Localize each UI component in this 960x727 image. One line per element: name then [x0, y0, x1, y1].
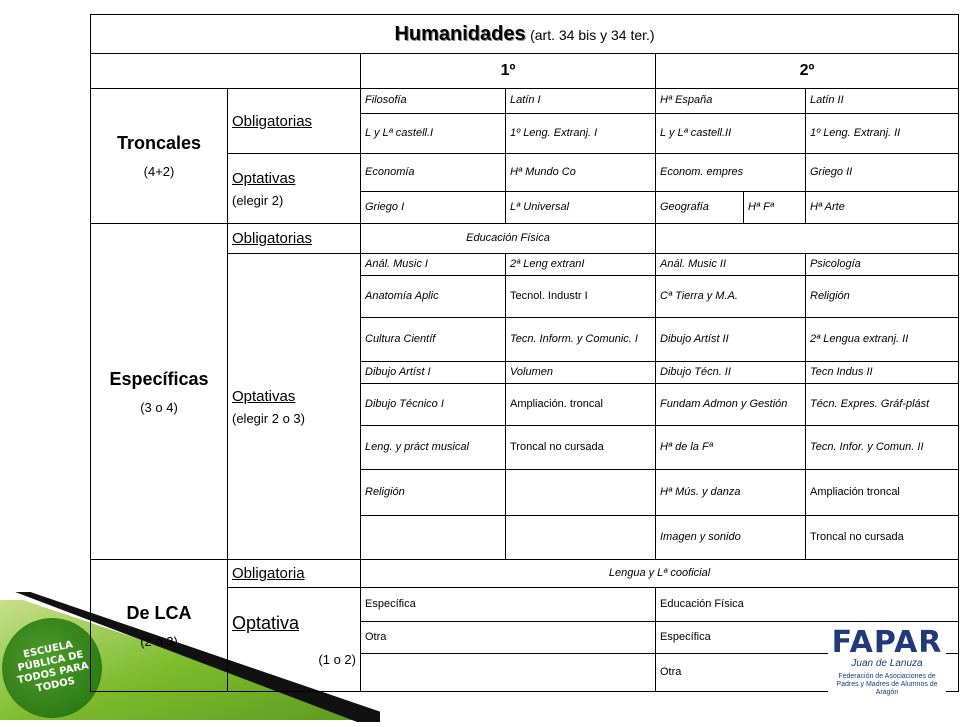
subject-cell: Educación Física: [656, 588, 959, 622]
humanidades-table-wrap: [90, 14, 958, 692]
lca-note: (2 o 3): [140, 633, 178, 649]
subject-cell: Ampliación troncal: [806, 470, 959, 516]
lca-optativa-cell: [228, 588, 361, 692]
troncales-optativas-label: Optativas: [232, 169, 296, 187]
lca-category: [91, 560, 228, 692]
subject-cell: Filosofía: [361, 89, 506, 114]
troncales-note: (4+2): [143, 164, 175, 179]
subject-cell: Tecn. Inform. y Comunic. I: [506, 318, 656, 362]
subject-cell: Cª Tierra y M.A.: [656, 276, 806, 318]
troncales-optativas-cell: [228, 154, 361, 224]
subject-cell: Economía: [361, 154, 506, 192]
subject-cell: Hª Mús. y danza: [656, 470, 806, 516]
subject-cell: [361, 654, 656, 692]
subject-cell: Cultura Científ: [361, 318, 506, 362]
subject-cell: Técn. Expres. Gráf-plást: [806, 384, 959, 426]
subject-cell: Griego II: [806, 154, 959, 192]
especificas-optativas-cell: [228, 254, 361, 560]
subject-cell: Hª Arte: [806, 192, 959, 224]
subject-cell: Otra: [361, 622, 656, 654]
subject-cell: Lengua y Lª cooficial: [361, 560, 959, 588]
subject-cell: Dibujo Técn. II: [656, 362, 806, 384]
subject-cell: Anál. Music I: [361, 254, 506, 276]
subject-cell: Anatomía Aplic: [361, 276, 506, 318]
year-header-blank: [91, 54, 361, 89]
subject-cell: Volumen: [506, 362, 656, 384]
subject-cell: Otra: [656, 654, 959, 692]
table-row: [91, 89, 959, 114]
page-subtitle: (art. 34 bis y 34 ter.): [530, 26, 655, 43]
troncales-optativas-note: (elegir 2): [232, 192, 284, 208]
subject-cell: 2ª Lengua extranj. II: [806, 318, 959, 362]
especificas-name: Específicas: [109, 368, 209, 389]
year-first-header: 1º: [361, 54, 656, 89]
subject-cell: L y Lª castell.II: [656, 114, 806, 154]
title-cell: [91, 15, 959, 54]
especificas-optativas-note: (elegir 2 o 3): [232, 410, 305, 426]
lca-obligatoria-cell: [228, 560, 361, 588]
subject-cell: Econom. empres: [656, 154, 806, 192]
subject-cell: 2ª Leng extranI: [506, 254, 656, 276]
fapar-logo: [828, 625, 946, 716]
especificas-obligatorias-label: Obligatorias: [232, 230, 313, 247]
year-header-row: [91, 54, 959, 89]
troncales-obligatorias-label: Obligatorias: [232, 112, 313, 130]
fapar-logo-mark: FAPAR: [831, 625, 943, 660]
subjects-table: [90, 14, 959, 692]
lca-name: De LCA: [126, 602, 192, 623]
subject-cell: Psicología: [806, 254, 959, 276]
subject-cell: Educación Física: [361, 224, 656, 254]
year-second-header: 2º: [656, 54, 959, 89]
subject-cell: [506, 470, 656, 516]
subject-cell: Hª Fª: [744, 192, 806, 224]
subject-cell: Anál. Music II: [656, 254, 806, 276]
lca-optativa-label: Optativa: [232, 612, 300, 633]
lca-optativa-note: (1 o 2): [318, 651, 356, 667]
table-row: [91, 224, 959, 254]
especificas-optativas-label: Optativas: [232, 387, 296, 405]
empty-cell: [656, 224, 959, 254]
subject-cell: Griego I: [361, 192, 506, 224]
subject-cell: 1º Leng. Extranj. I: [506, 114, 656, 154]
subject-cell: Religión: [806, 276, 959, 318]
subject-cell: Dibujo Artíst II: [656, 318, 806, 362]
subject-cell: Lª Universal: [506, 192, 656, 224]
troncales-obligatorias-cell: [228, 89, 361, 154]
table-row: [91, 560, 959, 588]
subject-cell: Tecn Indus II: [806, 362, 959, 384]
troncales-name: Troncales: [116, 133, 202, 153]
title-row: [91, 15, 959, 54]
subject-cell: Ampliación. troncal: [506, 384, 656, 426]
page-title: Humanidades: [394, 22, 526, 45]
subject-cell: Hª de la Fª: [656, 426, 806, 470]
subject-cell: Imagen y sonido: [656, 516, 806, 560]
subject-cell: Troncal no cursada: [506, 426, 656, 470]
subject-cell: Específica: [361, 588, 656, 622]
subject-cell: Fundam Admon y Gestión: [656, 384, 806, 426]
subject-cell: Tecn. Infor. y Comun. II: [806, 426, 959, 470]
subject-cell: Tecnol. Industr I: [506, 276, 656, 318]
subject-cell: Hª Mundo Co: [506, 154, 656, 192]
subject-cell: Específica: [656, 622, 959, 654]
troncales-category: [91, 89, 228, 224]
subject-cell: Latín II: [806, 89, 959, 114]
subject-cell: Hª España: [656, 89, 806, 114]
subject-cell: Dibujo Artíst I: [361, 362, 506, 384]
subject-cell: Latín I: [506, 89, 656, 114]
subject-cell: 1º Leng. Extranj. II: [806, 114, 959, 154]
subject-cell: Geografía: [656, 192, 744, 224]
school-logo-text: ESCUELA PÚBLICA DE TODOS PARA TODOS: [16, 639, 90, 695]
subject-cell: [506, 516, 656, 560]
especificas-note: (3 o 4): [140, 399, 178, 415]
subject-cell: Dibujo Técnico I: [361, 384, 506, 426]
especificas-obligatorias-cell: [228, 224, 361, 254]
fapar-logo-description: Federación de Asociaciones de Padres y Madres de Alumnos de Aragón: [836, 673, 938, 696]
subject-cell: Religión: [361, 470, 506, 516]
subject-cell: L y Lª castell.I: [361, 114, 506, 154]
lca-obligatoria-label: Obligatoria: [232, 565, 305, 582]
subject-cell: Leng. y práct musical: [361, 426, 506, 470]
subject-cell: [361, 516, 506, 560]
subject-cell: Troncal no cursada: [806, 516, 959, 560]
fapar-logo-subtitle: Juan de Lanuza: [851, 658, 923, 669]
especificas-category: [91, 224, 228, 560]
